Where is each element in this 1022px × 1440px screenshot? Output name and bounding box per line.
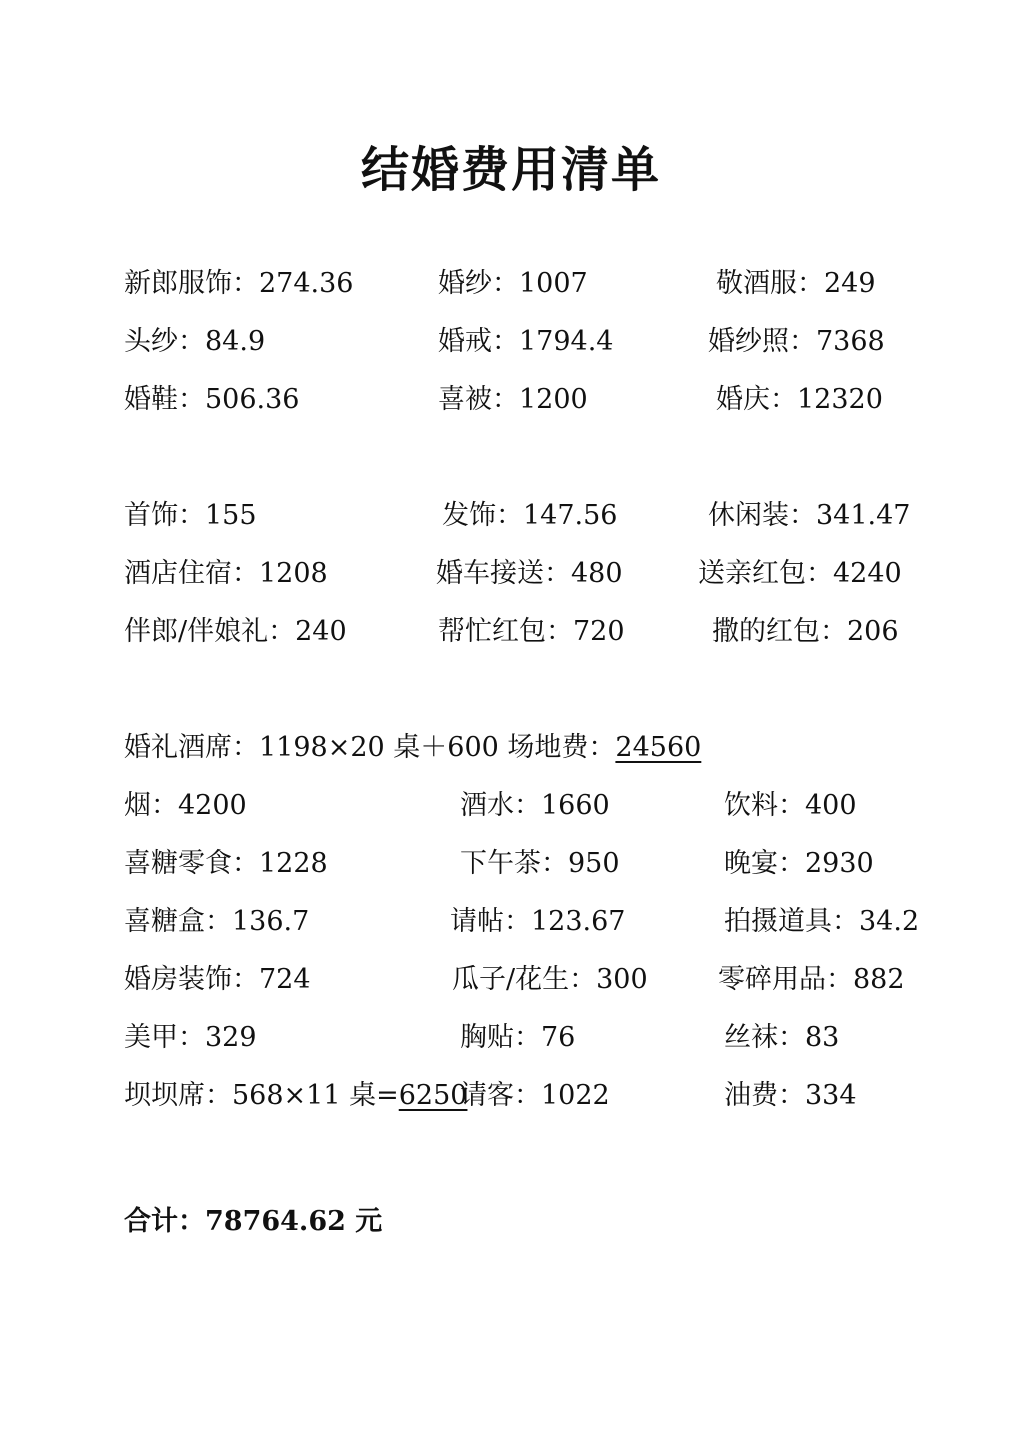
bazi-amount: 6250: [398, 1080, 468, 1111]
expense-row: [0, 612, 1022, 652]
expense-item: 帮忙红包：720: [438, 616, 625, 647]
expense-item: 婚房装饰：724: [124, 964, 311, 995]
expense-item: 头纱：84.9: [124, 326, 266, 357]
page-title: 结婚费用清单: [360, 142, 661, 198]
expense-row: [0, 264, 1022, 304]
banquet-label: 婚礼酒席：1198×20 桌＋600 场地费：: [124, 732, 616, 763]
expense-item: 首饰：155: [124, 500, 257, 531]
expense-row: [0, 1076, 1022, 1116]
expense-item: 烟：4200: [124, 790, 247, 821]
expense-item: 喜被：1200: [438, 384, 588, 415]
bazi-item: [124, 1076, 467, 1116]
expense-item: 婚纱：1007: [438, 268, 588, 299]
grand-total: 合计：78764.62 元: [124, 1206, 383, 1237]
expense-item: 发饰：147.56: [442, 500, 618, 531]
expense-item: 零碎用品：882: [718, 964, 905, 995]
expense-item: 请客：1022: [460, 1080, 610, 1111]
expense-item: 新郎服饰：274.36: [124, 268, 354, 299]
expense-item: 酒水：1660: [460, 790, 610, 821]
expense-row: [0, 322, 1022, 362]
expense-item: 敬酒服：249: [716, 268, 876, 299]
expense-item: 喜糖零食：1228: [124, 848, 328, 879]
expense-item: 喜糖盒：136.7: [124, 906, 310, 937]
banquet-row: [0, 728, 1022, 768]
banquet-item: [124, 728, 701, 768]
expense-item: 油费：334: [724, 1080, 857, 1111]
expense-row: [0, 844, 1022, 884]
banquet-amount: 24560: [615, 732, 702, 763]
expense-item: 婚纱照：7368: [708, 326, 885, 357]
expense-row: [0, 960, 1022, 1000]
expense-item: 婚鞋：506.36: [124, 384, 300, 415]
expense-item: 美甲：329: [124, 1022, 257, 1053]
expense-row: [0, 1018, 1022, 1058]
expense-item: 酒店住宿：1208: [124, 558, 328, 589]
expense-item: 下午茶：950: [460, 848, 620, 879]
expense-row: [0, 786, 1022, 826]
expense-item: 婚庆：12320: [716, 384, 883, 415]
expense-item: 请帖：123.67: [450, 906, 626, 937]
expense-item: 撒的红包：206: [712, 616, 899, 647]
expense-item: 送亲红包：4240: [698, 558, 902, 589]
expense-row: [0, 902, 1022, 942]
expense-item: 丝袜：83: [724, 1022, 840, 1053]
expense-item: 瓜子/花生：300: [452, 964, 648, 995]
expense-item: 饮料：400: [724, 790, 857, 821]
expense-item: 婚戒：1794.4: [438, 326, 614, 357]
bazi-label: 坝坝席：568×11 桌=: [124, 1080, 399, 1111]
expense-item: 拍摄道具：34.2: [724, 906, 920, 937]
expense-item: 胸贴：76: [460, 1022, 576, 1053]
expense-item: 婚车接送：480: [436, 558, 623, 589]
expense-item: 晚宴：2930: [724, 848, 874, 879]
expense-row: [0, 554, 1022, 594]
expense-item: 伴郎/伴娘礼：240: [124, 616, 347, 647]
expense-item: 休闲装：341.47: [708, 500, 911, 531]
expense-row: [0, 496, 1022, 536]
expense-row: [0, 380, 1022, 420]
